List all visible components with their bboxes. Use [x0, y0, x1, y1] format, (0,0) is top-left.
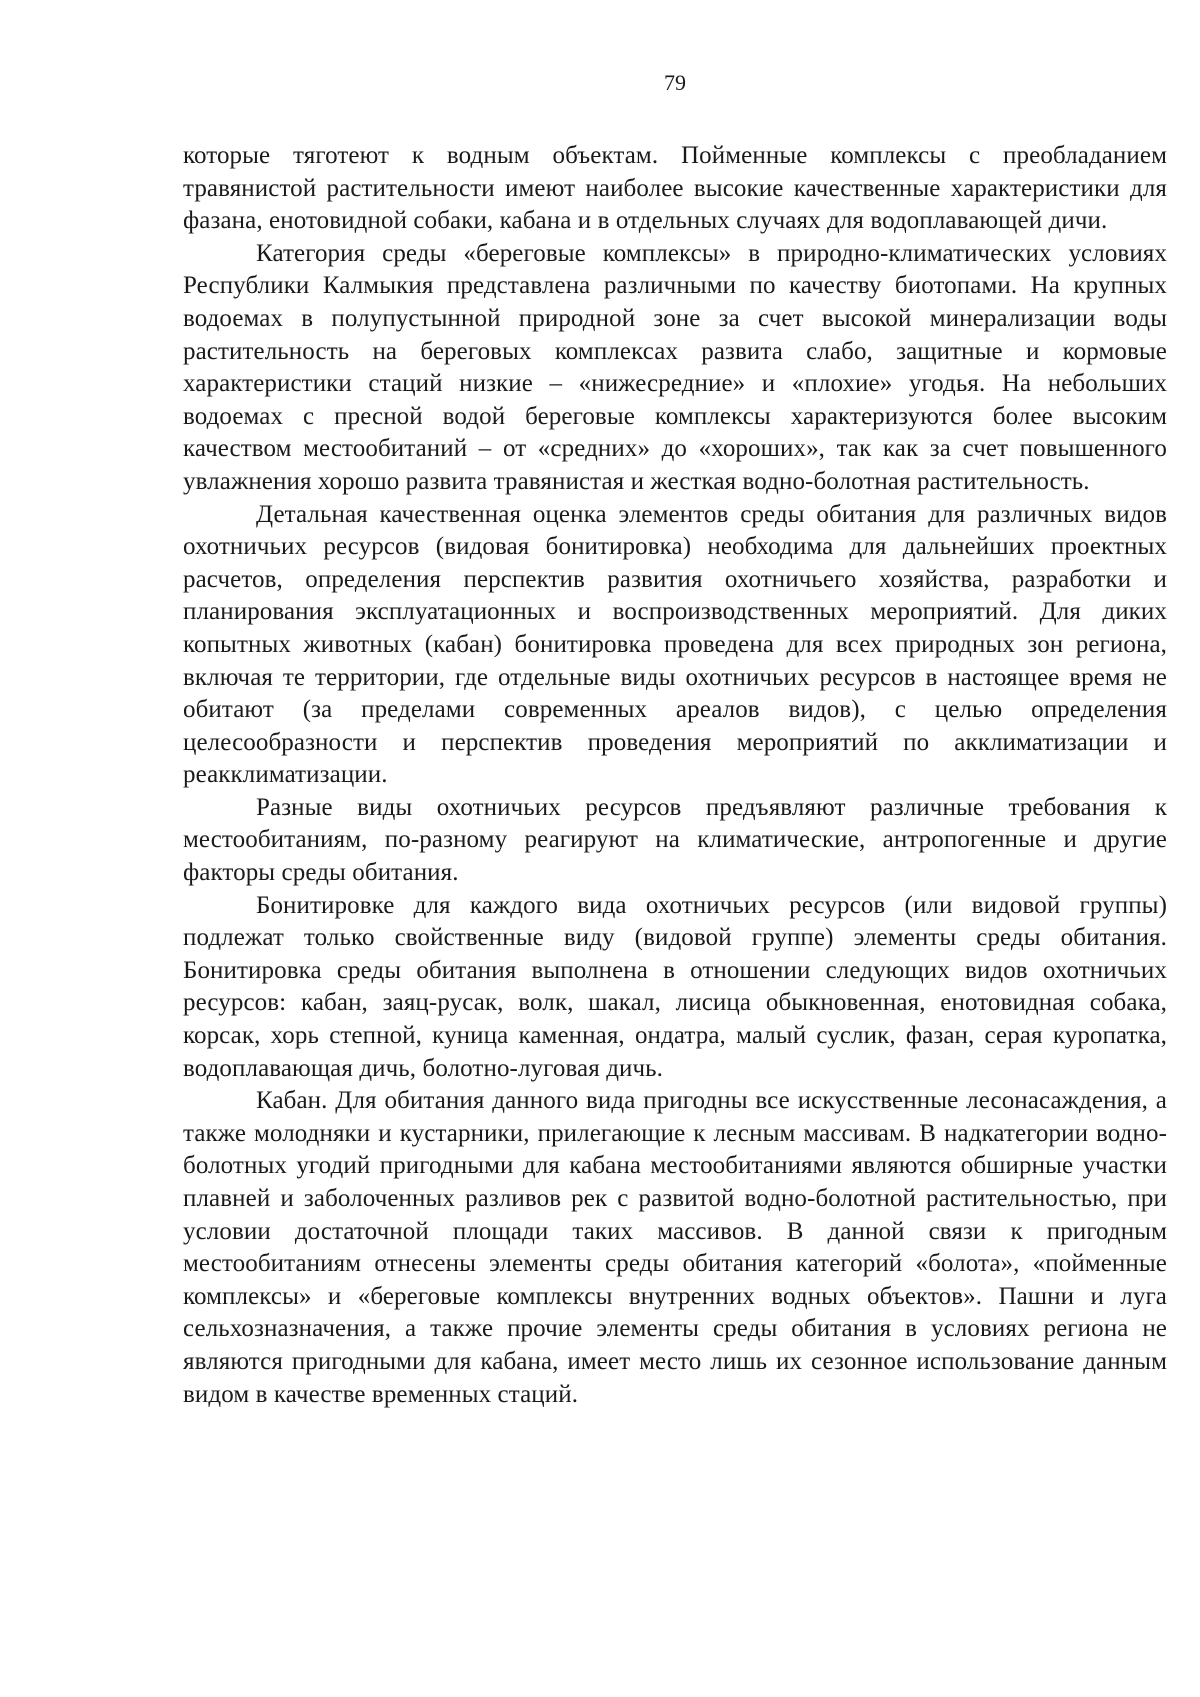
paragraph-coastal-complexes: Категория среды «береговые комплексы» в природно-климатических условиях Республики Калмыкия представлена различными по качеству биотопами. На крупных водоемах в полупустынной природной зоне за счет высокой минерализации воды растительность на береговых комплексах развита слабо, защитные и кормовые характеристики стаций низкие – «нижесредние» и «плохие» угодья. На небольших водоемах с пресной водой береговые комплексы характеризуются более высоким качеством местообитаний – от «средних» до «хороших», так как за счет повышенного увлажнения хорошо развита травянистая и жесткая водно-болотная растительность. [183, 239, 1167, 495]
paragraph-wild-boar: Кабан. Для обитания данного вида пригодны все искусственные лесонасаждения, а также молодняки и кустарники, прилегающие к лесным массивам. В надкатегории водно-болотных угодий пригодными для кабана местообитаниями являются обширные участки плавней и заболоченных разливов рек с развитой водно-болотной растительностью, при условии достаточной площади таких массивов. В данной связи к пригодным местообитаниям отнесены элементы среды обитания категорий «болота», «пойменные комплексы» и «береговые комплексы внутренних водных объектов». Пашни и луга сельхозназначения, а также прочие элементы среды обитания в условиях региона не являются пригодными для кабана, имеет место лишь их сезонное использование данным видом в качестве временных стаций. [183, 1087, 1167, 1408]
body-text [183, 140, 1167, 1411]
paragraph-species-requirements: Разные виды охотничьих ресурсов предъявляют различные требования к местообитаниям, по-разному реагируют на климатические, антропогенные и другие факторы среды обитания. [183, 793, 1167, 887]
paragraph-bonitation-species: Бонитировке для каждого вида охотничьих ресурсов (или видовой группы) подлежат только свойственные виду (видовой группе) элементы среды обитания. Бонитировка среды обитания выполнена в отношении следующих видов охотничьих ресурсов: кабан, заяц-русак, волк, шакал, лисица обыкновенная, енотовидная собака, корсак, хорь степной, куница каменная, ондатра, малый суслик, фазан, серая куропатка, водоплавающая дичь, болотно-луговая дичь. [183, 891, 1167, 1082]
paragraph-detailed-assessment: Детальная качественная оценка элементов среды обитания для различных видов охотничьих ресурсов (видовая бонитировка) необходима для дальнейших проектных расчетов, определения перспектив развития охотничьего хозяйства, разработки и планирования эксплуатационных и воспроизводственных мероприятий. Для диких копытных животных (кабан) бонитировка проведена для всех природных зон региона, включая те территории, где отдельные виды охотничьих ресурсов в настоящее время не обитают (за пределами современных ареалов видов), с целью определения целесообразности и перспектив проведения мероприятий по акклиматизации и реакклиматизации. [183, 500, 1167, 789]
page-number: 79 [664, 70, 686, 95]
paragraph-continuation: которые тяготеют к водным объектам. Пойменные комплексы с преобладанием травянистой растительности имеют наиболее высокие качественные характеристики для фазана, енотовидной собаки, кабана и в отдельных случаях для водоплавающей дичи. [183, 142, 1167, 235]
